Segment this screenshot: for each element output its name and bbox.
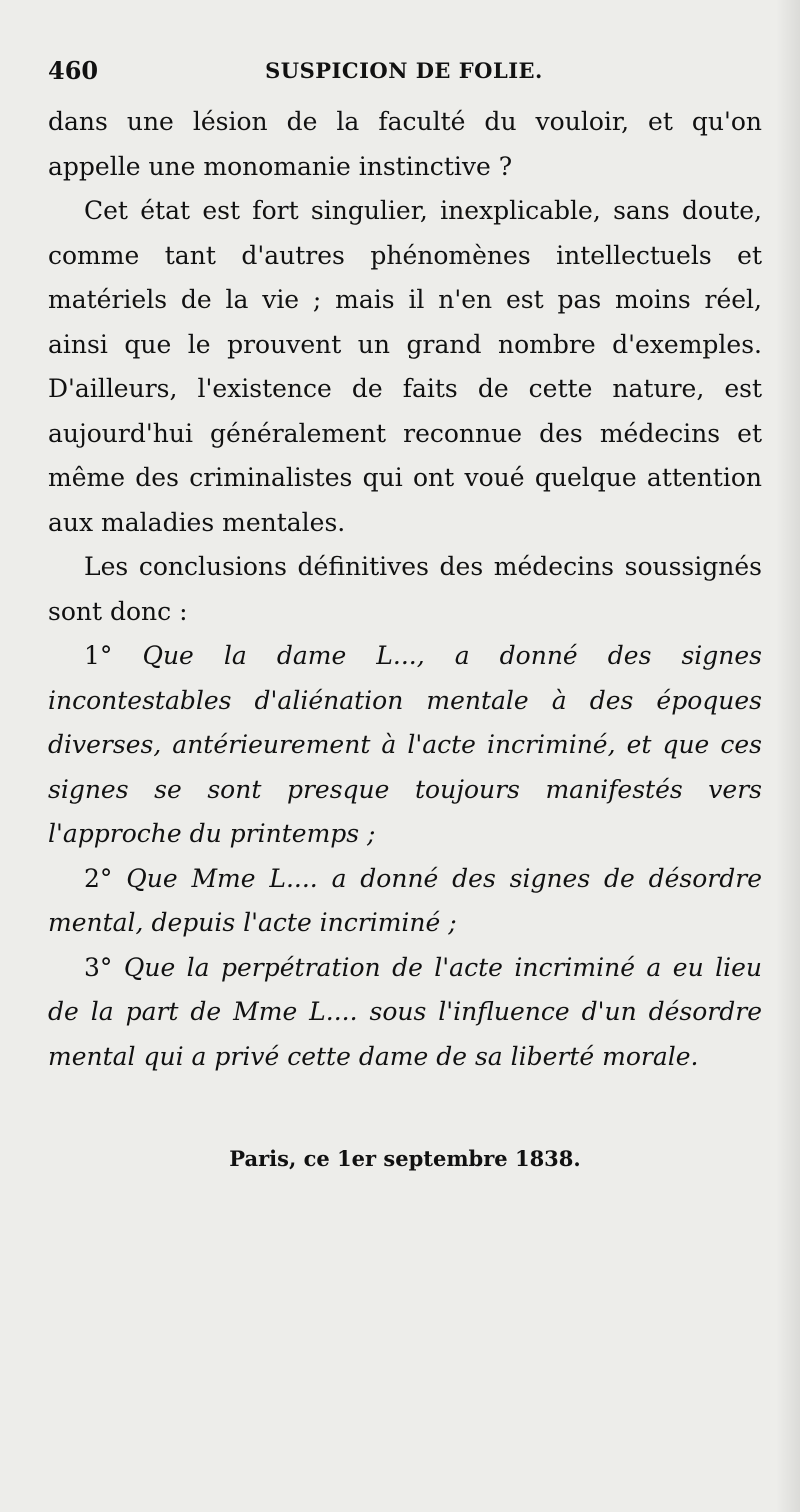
conclusion-item	[48, 634, 762, 857]
conclusion-item	[48, 946, 762, 1080]
page-edge-shadow	[776, 0, 800, 1512]
conclusion-text: Que la dame L..., a donné des signes incontestables d'aliénation mentale à des époques diverses, antérieurement à l'acte incriminé, et que ces signes se sont presque toujours manifestés vers l'approche du printemps ;	[48, 641, 762, 848]
conclusion-number: 1°	[84, 641, 113, 670]
signature-date-line: Paris, ce 1er septembre 1838.	[229, 1146, 581, 1171]
conclusion-text: Que la perpétration de l'acte incriminé a eu lieu de la part de Mme L.... sous l'influence d'un désordre mental qui a privé cette dame de sa liberté morale.	[48, 952, 762, 1071]
conclusion-item	[48, 857, 762, 946]
page-number: 460	[48, 56, 99, 85]
bleed-through-text	[48, 1132, 768, 1488]
paragraph-state: Cet état est fort singulier, inexplicable, sans doute, comme tant d'autres phénomènes intellectuels et matériels de la vie ; mais il n'en est pas moins réel, ainsi que le prouvent un grand nombre d'exemples. D'ailleurs, l'existence de faits de cette nature, est aujourd'hui généralement reconnue des médecins et même des criminalistes qui ont voué quelque attention aux maladies mentales.	[48, 196, 762, 537]
body-text	[48, 100, 762, 1079]
conclusion-number: 2°	[84, 863, 113, 893]
paragraph-conclusions-intro: Les conclusions définitives des médecins soussignés sont donc :	[48, 552, 762, 626]
conclusion-number: 3°	[84, 952, 113, 982]
page-header	[48, 52, 760, 92]
paragraph-continuation: dans une lésion de la faculté du vouloir, et qu'on appelle une monomanie instinctive ?	[48, 107, 762, 181]
running-title: SUSPICION DE FOLIE.	[265, 58, 543, 83]
conclusion-text: Que Mme L.... a donné des signes de désordre mental, depuis l'acte incriminé ;	[48, 863, 762, 937]
